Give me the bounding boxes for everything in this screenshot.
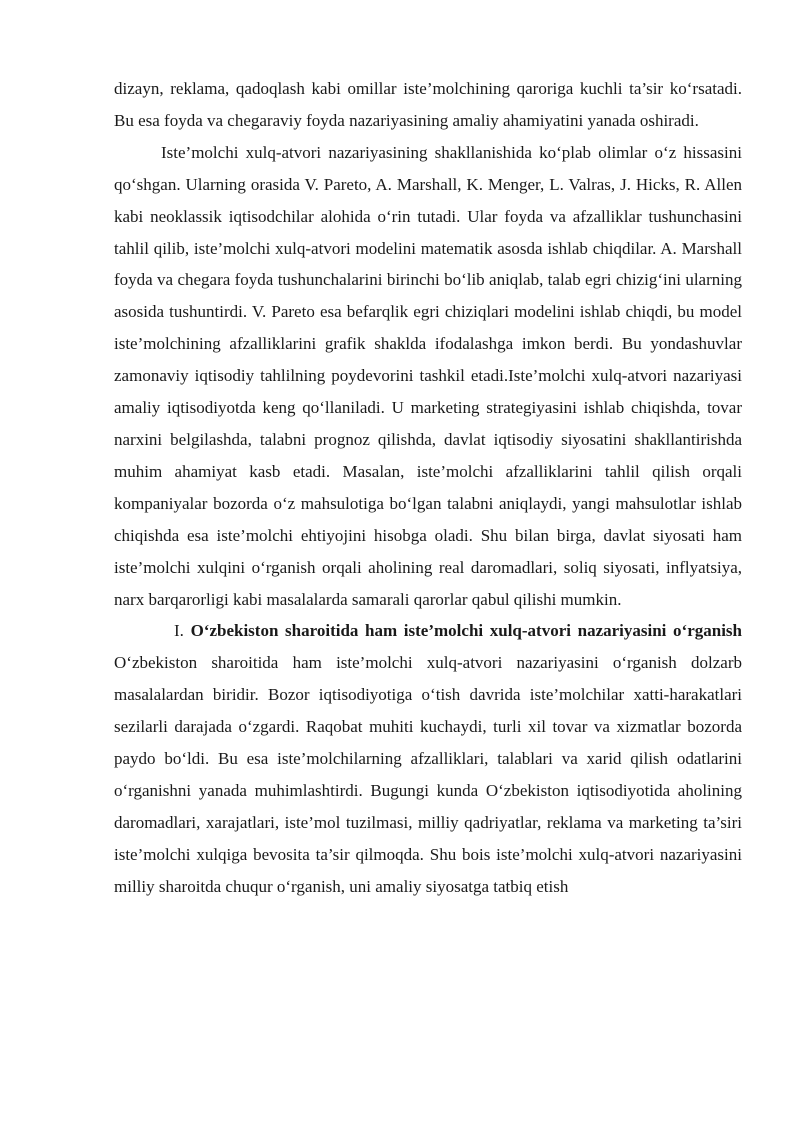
section-heading: O‘zbekiston sharoitida ham iste’molchi xulq-atvori nazariyasini o‘rganish (190, 621, 742, 641)
section-body: O‘zbekiston sharoitida ham iste’molchi xulq-atvori nazariyasini o‘rganish dolzarb masalalardan biridir. Bozor iqtisodiyotiga o‘tish davrida iste’molchilar xatti-harakatlari sezilarli darajada o‘zgardi. Raqobat muhiti kuchaydi, turli xil tovar va xizmatlar bozorda paydo bo‘ldi. Bu esa iste’molchilarning afzalliklari, talablari va xarid qilish odatlarini o‘rganishni yanada muhimlashtirdi. Bugungi kunda O‘zbekiston iqtisodiyotida aholining daromadlari, xarajatlari, iste’mol tuzilmasi, milliy qadriyatlar, reklama va marketing ta’siri iste’molchi xulqiga bevosita ta’sir qilmoqda. Shu bois iste’molchi xulq-atvori nazariyasini milliy sharoitda chuqur o‘rganish, uni amaliy siyosatga tatbiq etish (114, 653, 742, 896)
section-number: I. (174, 621, 184, 641)
paragraph-continuation: dizayn, reklama, qadoqlash kabi omillar iste’molchining qaroriga kuchli ta’sir ko‘rsatadi. Bu esa foyda va chegaraviy foyda nazariyasining amaliy ahamiyatini yanada oshiradi. (114, 79, 742, 130)
section-paragraph (114, 615, 742, 902)
paragraph-theory-history: Iste’molchi xulq-atvori nazariyasining shakllanishida ko‘plab olimlar o‘z hissasini qo‘shgan. Ularning orasida V. Pareto, A. Marshall, K. Menger, L. Valras, J. Hicks, R. Allen kabi neoklassik iqtisodchilar alohida o‘rin tutadi. Ular foyda va afzalliklar tushunchasini tahlil qilib, iste’molchi xulq-atvori modelini matematik asosda ishlab chiqdilar. A. Marshall foyda va chegara foyda tushunchalarini birinchi bo‘lib aniqlab, talab egri chizig‘ini ularning asosida tushuntirdi. V. Pareto esa befarqlik egri chiziqlari modelini ishlab chiqdi, bu model iste’molchining afzalliklarini grafik shaklda ifodalashga imkon berdi. Bu yondashuvlar zamonaviy iqtisodiy tahlilning poydevorini tashkil etadi.Iste’molchi xulq-atvori nazariyasi amaliy iqtisodiyotda keng qo‘llaniladi. U marketing strategiyasini ishlab chiqishda, tovar narxini belgilashda, talabni prognoz qilishda, davlat iqtisodiy siyosatini shakllantirishda muhim ahamiyat kasb etadi. Masalan, iste’molchi afzalliklarini tahlil qilish orqali kompaniyalar bozorda o‘z mahsulotiga bo‘lgan talabni aniqlaydi, yangi mahsulotlar ishlab chiqishda esa iste’molchi ehtiyojini hisobga oladi. Shu bilan birga, davlat siyosati ham iste’molchi xulqini o‘rganish orqali aholining real daromadlari, soliq siyosati, inflyatsiya, narx barqarorligi kabi masalalarda samarali qarorlar qabul qilishi mumkin. (114, 142, 742, 609)
document-body (114, 73, 742, 903)
